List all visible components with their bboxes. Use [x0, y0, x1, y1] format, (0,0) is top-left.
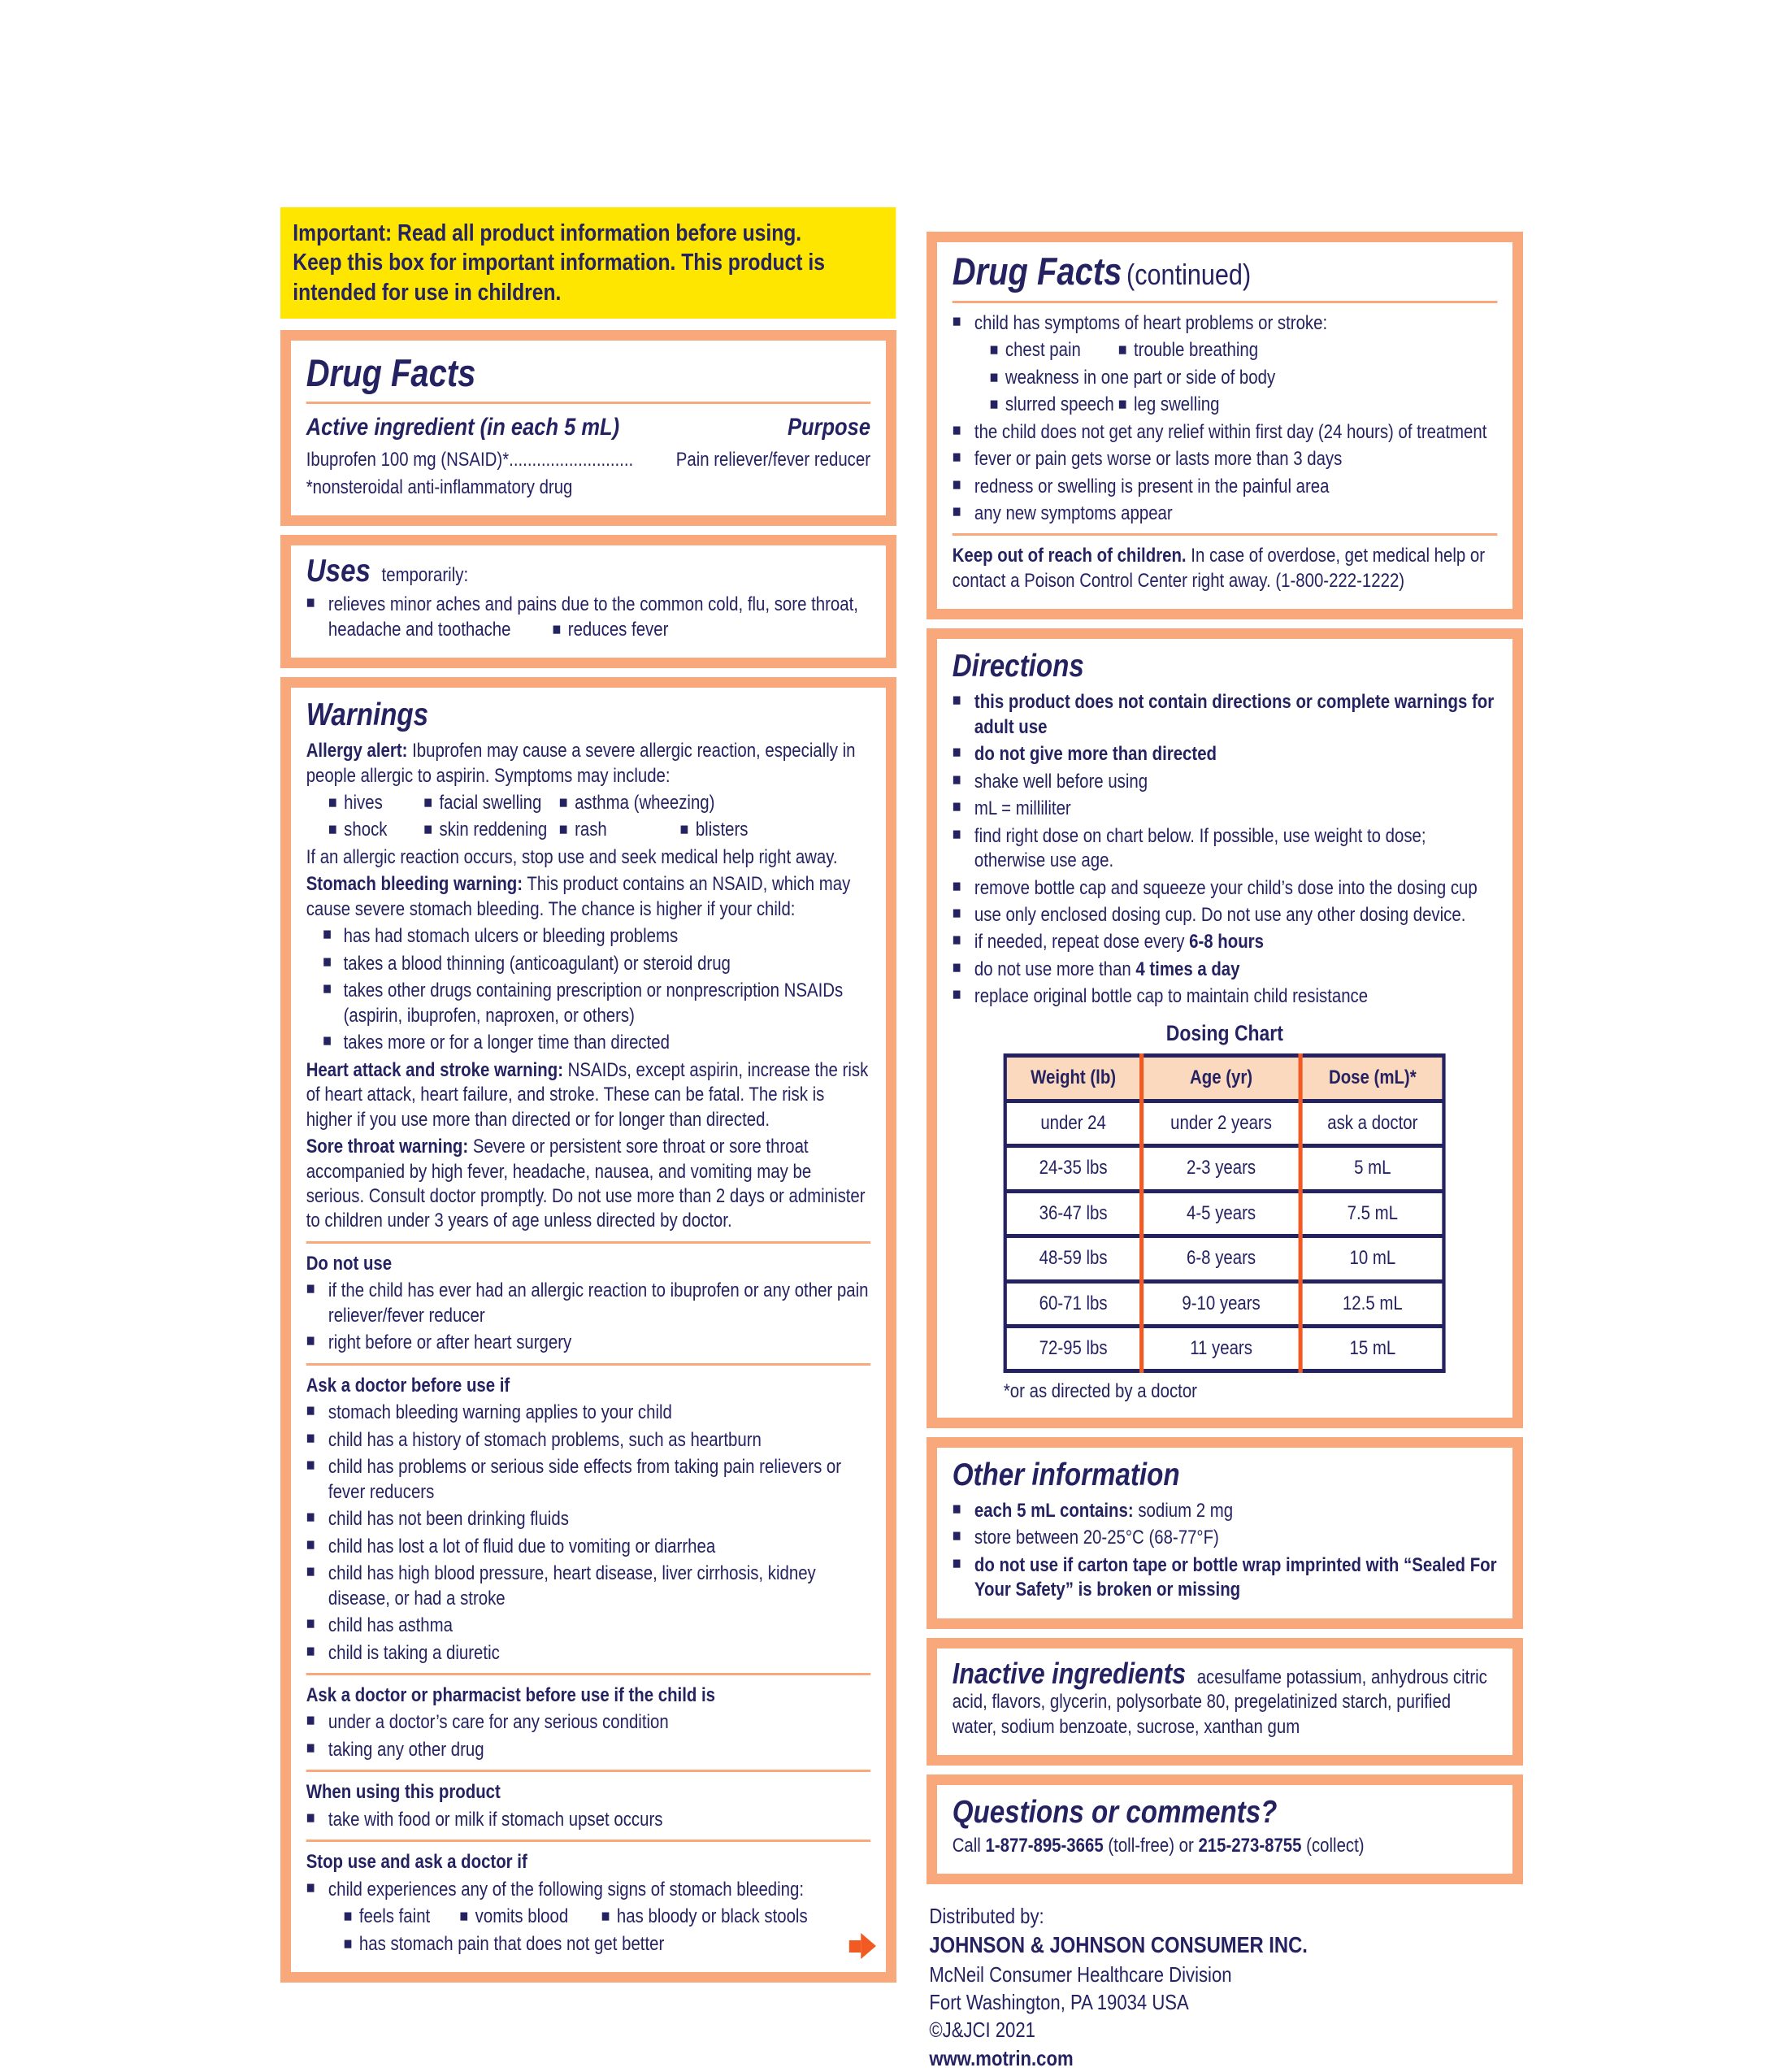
table-cell: 24-35 lbs: [1005, 1146, 1142, 1191]
symptom-item: ■ feels faint: [344, 1905, 460, 1929]
bullet-item: ■ store between 20-25°C (68-77°F): [953, 1526, 1497, 1550]
table-row: [1005, 1191, 1444, 1236]
bullet-item: ■ do not use if carton tape or bottle wrap imprinted with “Sealed For Your Safety” is broken or missing: [953, 1553, 1497, 1603]
stomach-warning-text: This product contains an NSAID, which may cause severe stomach bleeding. The chance is higher if your child:: [306, 873, 851, 920]
heart-symptoms-row-1: [953, 338, 1497, 363]
other-information-box: [927, 1437, 1523, 1629]
section-divider: [306, 402, 870, 404]
left-column: [280, 207, 896, 1992]
directions-heading: Directions: [952, 649, 1084, 684]
keep-out-label: Keep out of reach of children.: [952, 545, 1187, 567]
ask-doctor-heading: Ask a doctor before use if: [306, 1374, 510, 1397]
bullet-item: ■ use only enclosed dosing cup. Do not use any other dosing device.: [953, 903, 1497, 927]
column-header: Dose (mL)*: [1300, 1056, 1443, 1101]
table-cell: under 2 years: [1142, 1101, 1301, 1145]
uses-bullet-line: [306, 593, 870, 642]
stomach-warning-label: Stomach bleeding warning:: [306, 873, 523, 896]
heart-symptoms-row-3: [953, 393, 1497, 417]
table-cell: 48-59 lbs: [1005, 1236, 1142, 1281]
do-not-use-heading: Do not use: [306, 1252, 393, 1275]
bullet-item: ■ stomach bleeding warning applies to your child: [306, 1401, 870, 1425]
heart-warning-paragraph: [306, 1058, 870, 1132]
purpose-heading: Purpose: [787, 414, 871, 441]
symptom-item: ■ blisters: [680, 818, 749, 842]
heart-symptoms-row-2: [953, 366, 1497, 390]
active-ingredient-row: [306, 448, 870, 472]
table-row: [1005, 1101, 1444, 1145]
uses-intro: temporarily:: [381, 564, 469, 587]
section-divider: [953, 533, 1497, 536]
stop-use-symptoms-row-1: [306, 1905, 870, 1929]
inactive-ingredients-paragraph: [952, 1656, 1497, 1740]
allergy-alert-text: Ibuprofen may cause a severe allergic reaction, especially in people allergic to aspirin. Symptoms may include:: [306, 740, 856, 787]
sore-throat-warning-label: Sore throat warning:: [306, 1136, 469, 1158]
uses-box: [280, 535, 896, 668]
section-divider: [953, 301, 1497, 303]
continued-title-row: [953, 250, 1497, 293]
symptom-item: ■ trouble breathing: [1118, 338, 1258, 363]
warnings-heading: Warnings: [306, 697, 429, 733]
right-column: [927, 232, 1523, 2072]
bullet-item: ■ taking any other drug: [306, 1738, 870, 1762]
dosing-chart-table: [1004, 1053, 1446, 1373]
bullet-text: if needed, repeat dose every: [974, 931, 1190, 953]
arrow-head: [861, 1933, 876, 1959]
table-cell: 4-5 years: [1142, 1191, 1301, 1236]
table-cell: 7.5 mL: [1300, 1191, 1443, 1236]
bullet-item: ■ any new symptoms appear: [953, 502, 1497, 526]
ask-pharmacist-heading: Ask a doctor or pharmacist before use if the child is: [306, 1683, 716, 1706]
bullet-item: ■ child has a history of stomach problems, such as heartburn: [306, 1428, 870, 1453]
bullet-item: ■ has had stomach ulcers or bleeding problems: [306, 924, 870, 949]
allergy-alert-paragraph: [306, 739, 870, 788]
distributor-division: McNeil Consumer Healthcare Division: [929, 1961, 1232, 1987]
notice-line-1: Important: Read all product information before using.: [293, 220, 802, 246]
other-information-heading: Other information: [952, 1457, 1180, 1492]
distributor-address: Fort Washington, PA 19034 USA: [929, 1989, 1189, 2014]
symptom-item: ■ hives: [328, 791, 423, 815]
bullet-item: ■ replace original bottle cap to maintain child resistance: [953, 984, 1497, 1009]
table-cell: 5 mL: [1300, 1146, 1443, 1191]
warnings-box: [280, 677, 896, 1983]
bullet-item: ■ child experiences any of the following signs of stomach bleeding:: [306, 1878, 870, 1902]
arrow-shaft: [849, 1940, 861, 1953]
drug-facts-continued-box: [927, 232, 1523, 619]
when-using-heading: When using this product: [306, 1781, 501, 1804]
copyright-line: ©J&JCI 2021: [929, 2018, 1035, 2043]
table-cell: under 24: [1005, 1101, 1142, 1145]
bullet-item: ■ right before or after heart surgery: [306, 1331, 870, 1355]
active-ingredient-value: Ibuprofen 100 mg (NSAID)*...........................: [306, 449, 634, 471]
bullet-item: ■ child has high blood pressure, heart disease, liver cirrhosis, kidney disease, or had a stroke: [306, 1562, 870, 1611]
stop-use-heading: Stop use and ask a doctor if: [306, 1851, 527, 1874]
bullet-item: ■ takes other drugs containing prescription or nonprescription NSAIDs (aspirin, ibuprofen, naproxen, or others): [306, 979, 870, 1028]
bullet-item: ■ child is taking a diuretic: [306, 1641, 870, 1666]
bullet-item: ■ remove bottle cap and squeeze your child’s dose into the dosing cup: [953, 876, 1497, 901]
purpose-value: Pain reliever/fever reducer: [675, 449, 871, 471]
uses-heading-row: [306, 554, 870, 590]
table-row: [1005, 1281, 1444, 1326]
section-divider: [306, 1363, 870, 1366]
call-text: (collect): [1301, 1834, 1365, 1857]
allergy-symptoms-row-2: [306, 818, 870, 842]
bullet-item: ■ takes a blood thinning (anticoagulant) or steroid drug: [306, 952, 870, 976]
symptom-item: ■ rash: [559, 818, 680, 842]
bullet-item: ■ child has not been drinking fluids: [306, 1507, 870, 1531]
bullet-item: ■ this product does not contain directions or complete warnings for adult use: [953, 690, 1497, 740]
bullet-item: ■ the child does not get any relief within first day (24 hours) of treatment: [953, 420, 1497, 445]
sore-throat-warning-text: Severe or persistent sore throat or sore throat accompanied by high fever, headache, nausea, and vomiting may be serious. Consult doctor promptly. Do not use more than 2 days or administer to children under 3 years of age unless directed by doctor.: [306, 1136, 866, 1232]
notice-line-3: intended for use in children.: [293, 279, 562, 306]
symptom-item: ■ slurred speech: [990, 393, 1118, 417]
section-divider: [306, 1770, 870, 1772]
call-text: Call: [952, 1834, 986, 1857]
bullet-item: ■ find right dose on chart below. If possible, use weight to dose; otherwise use age.: [953, 824, 1497, 874]
symptom-item: ■ has stomach pain that does not get better: [344, 1932, 665, 1957]
bullet-item: ■ under a doctor’s care for any serious condition: [306, 1710, 870, 1735]
symptom-item: ■ shock: [328, 818, 423, 842]
symptom-item: ■ asthma (wheezing): [559, 791, 715, 815]
table-row: [1005, 1146, 1444, 1191]
continued-arrow-icon: [849, 1933, 876, 1959]
allergy-symptoms-row-1: [306, 791, 870, 815]
distributor-company: JOHNSON & JOHNSON CONSUMER INC.: [929, 1931, 1308, 1957]
continued-label: (continued): [1126, 258, 1252, 291]
bullet-item: ■ child has lost a lot of fluid due to vomiting or diarrhea: [306, 1535, 870, 1559]
bullet-bold-text: each 5 mL contains:: [974, 1499, 1134, 1522]
inactive-ingredients-text: acesulfame potassium, anhydrous citric acid, flavors, glycerin, polysorbate 80, pregelatinized starch, purified water, sodium benzoate, sucrose, xanthan gum: [952, 1666, 1487, 1738]
inactive-ingredients-heading: Inactive ingredients: [952, 1656, 1187, 1690]
allergy-alert-label: Allergy alert:: [306, 740, 408, 762]
bullet-item: ■ redness or swelling is present in the painful area: [953, 475, 1497, 499]
stop-use-symptoms-row-2: [306, 1932, 870, 1957]
symptom-item: ■ vomits blood: [459, 1905, 601, 1929]
bullet-item: ■ child has symptoms of heart problems or stroke:: [953, 311, 1497, 336]
keep-out-paragraph: [953, 544, 1497, 593]
section-divider: [306, 1241, 870, 1244]
heart-warning-label: Heart attack and stroke warning:: [306, 1058, 563, 1081]
bullet-item: ■ shake well before using: [953, 770, 1497, 794]
table-cell: 60-71 lbs: [1005, 1281, 1142, 1326]
section-divider: [306, 1673, 870, 1675]
symptom-item: ■ weakness in one part or side of body: [990, 366, 1276, 390]
nsaid-footnote: *nonsteroidal anti-inflammatory drug: [306, 476, 573, 498]
notice-line-2: Keep this box for important information. This product is: [293, 250, 825, 276]
bullet-text: sodium 2 mg: [1138, 1499, 1234, 1522]
dosing-chart-header-row: [1005, 1056, 1444, 1101]
bullet-item: ■ fever or pain gets worse or lasts more than 3 days: [953, 447, 1497, 471]
uses-bullet-1: relieves minor aches and pains due to the common cold, flu, sore throat, headache and toothache: [328, 593, 858, 641]
table-cell: 15 mL: [1300, 1326, 1443, 1370]
table-cell: ask a doctor: [1300, 1101, 1443, 1145]
keep-out-text: In case of overdose, get medical help or contact a Poison Control Center right away. (1-800-222-1222): [952, 545, 1486, 592]
uses-bullet-2: ■ reduces fever: [552, 619, 668, 641]
bullet-item: ■ child has problems or serious side effects from taking pain relievers or fever reducers: [306, 1455, 870, 1505]
bullet-item: ■ mL = milliliter: [953, 797, 1497, 821]
table-cell: 36-47 lbs: [1005, 1191, 1142, 1236]
bullet-item: ■ child has asthma: [306, 1614, 870, 1638]
bullet-item: [953, 958, 1497, 982]
active-ingredient-box: [280, 330, 896, 527]
bullet-item: ■ takes more or for a longer time than directed: [306, 1031, 870, 1055]
stomach-warning-paragraph: [306, 872, 870, 922]
inactive-ingredients-box: [927, 1638, 1523, 1766]
collect-phone-number: 215-273-8755: [1198, 1834, 1302, 1857]
table-cell: 11 years: [1142, 1326, 1301, 1370]
directions-box: [927, 628, 1523, 1428]
heart-warning-text: NSAIDs, except aspirin, increase the risk of heart attack, heart failure, and stroke. These can be fatal. The risk is higher if you use more than directed or for longer than directed.: [306, 1058, 869, 1131]
important-notice: [280, 207, 896, 319]
bullet-item: [953, 930, 1497, 954]
table-row: [1005, 1236, 1444, 1281]
bullet-item: [953, 1499, 1497, 1523]
column-header: Weight (lb): [1005, 1056, 1142, 1101]
section-divider: [306, 1840, 870, 1842]
bullet-text: do not use more than: [974, 958, 1136, 980]
dosing-chart-title: Dosing Chart: [1165, 1020, 1283, 1045]
drug-facts-title: Drug Facts: [306, 350, 476, 394]
symptom-item: ■ skin reddening: [423, 818, 559, 842]
bullet-item: ■ do not give more than directed: [953, 742, 1497, 767]
bullet-item: ■ take with food or milk if stomach upset occurs: [306, 1808, 870, 1832]
questions-box: [927, 1774, 1523, 1884]
bullet-bold-text: 6-8 hours: [1189, 931, 1264, 953]
symptom-item: ■ chest pain: [990, 338, 1118, 363]
table-cell: 12.5 mL: [1300, 1281, 1443, 1326]
distributor-block: [927, 1902, 1523, 2072]
symptom-item: ■ facial swelling: [423, 791, 559, 815]
bullet-bold-text: 4 times a day: [1135, 958, 1240, 980]
table-cell: 9-10 years: [1142, 1281, 1301, 1326]
allergy-outro: If an allergic reaction occurs, stop use and seek medical help right away.: [306, 845, 838, 868]
table-cell: 2-3 years: [1142, 1146, 1301, 1191]
dosing-chart-footnote: *or as directed by a doctor: [1003, 1380, 1197, 1403]
questions-call-line: [953, 1834, 1497, 1858]
uses-heading: Uses: [306, 554, 371, 589]
active-ingredient-heading: Active ingredient (in each 5 mL): [306, 414, 620, 441]
tollfree-phone-number: 1-877-895-3665: [985, 1834, 1104, 1857]
symptom-item: ■ has bloody or black stools: [601, 1905, 808, 1929]
distributed-by-label: Distributed by:: [929, 1904, 1044, 1929]
call-text: (toll-free) or: [1103, 1834, 1199, 1857]
table-cell: 6-8 years: [1142, 1236, 1301, 1281]
sore-throat-warning-paragraph: [306, 1135, 870, 1234]
active-ingredient-heading-row: [306, 412, 870, 443]
table-cell: 10 mL: [1300, 1236, 1443, 1281]
bullet-item: ■ if the child has ever had an allergic reaction to ibuprofen or any other pain reliever/fever reducer: [306, 1279, 870, 1328]
questions-heading: Questions or comments?: [952, 1795, 1278, 1831]
symptom-item: ■ leg swelling: [1118, 393, 1220, 417]
website-url: www.motrin.com: [929, 2045, 1074, 2070]
drug-facts-continued-title: Drug Facts: [952, 250, 1122, 293]
table-cell: 72-95 lbs: [1005, 1326, 1142, 1370]
table-row: [1005, 1326, 1444, 1370]
column-header: Age (yr): [1142, 1056, 1301, 1101]
